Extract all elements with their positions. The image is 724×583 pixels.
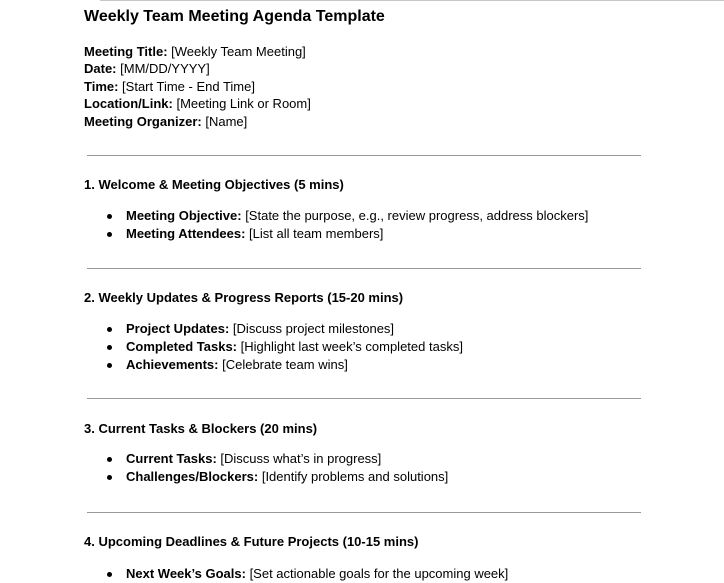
meta-key: Location/Link: [84, 96, 173, 112]
meta-value: [Meeting Link or Room] [172, 96, 311, 112]
section-heading-updates: 2. Weekly Updates & Progress Reports (15-20 mins) [84, 290, 404, 305]
bullet-icon [107, 363, 112, 368]
item-key: Meeting Attendees: [126, 225, 246, 241]
item-value: [Identify problems and solutions] [258, 468, 449, 484]
list-item [84, 356, 463, 374]
item-key: Achievements: [126, 356, 219, 372]
document-title: Weekly Team Meeting Agenda Template [84, 8, 385, 25]
meta-key: Date: [84, 61, 117, 77]
list-item [84, 468, 448, 486]
meta-row-time [84, 78, 311, 95]
bullet-icon [107, 345, 112, 350]
bullet-icon [107, 232, 112, 237]
bullet-icon [107, 457, 112, 462]
list-item [84, 207, 588, 225]
meta-key: Meeting Title: [84, 44, 168, 59]
list-item [84, 320, 463, 338]
list-item [84, 450, 448, 468]
bullet-icon [107, 214, 112, 219]
meta-row-organizer [84, 113, 311, 130]
meta-value: [MM/DD/YYYY] [116, 61, 210, 77]
meta-value: [Name] [201, 113, 248, 129]
section-divider [87, 155, 641, 156]
meta-row-meeting-title [84, 43, 311, 60]
item-key: Project Updates: [126, 321, 230, 336]
item-value: [Discuss project milestones] [229, 321, 395, 336]
page-top-border [100, 0, 724, 1]
section-heading-current-tasks: 3. Current Tasks & Blockers (20 mins) [84, 421, 318, 436]
list-item [84, 225, 588, 243]
item-key: Next Week’s Goals: [126, 566, 246, 581]
meta-value: [Start Time - End Time] [118, 78, 255, 94]
item-value: [Discuss what’s in progress] [216, 451, 382, 466]
section-heading-upcoming: 4. Upcoming Deadlines & Future Projects (10-15 mins) [84, 534, 419, 549]
item-key: Completed Tasks: [126, 338, 238, 354]
section-heading-welcome: 1. Welcome & Meeting Objectives (5 mins) [84, 177, 344, 192]
meta-key: Time: [84, 78, 119, 94]
item-value: [State the purpose, e.g., review progress, address blockers] [241, 208, 589, 223]
meta-row-location [84, 95, 311, 112]
list-item [84, 338, 463, 356]
item-value: [Celebrate team wins] [218, 356, 348, 372]
bullet-icon [107, 327, 112, 332]
section-divider [87, 398, 641, 399]
bullet-icon [107, 475, 112, 480]
item-key: Meeting Objective: [126, 208, 242, 223]
item-key: Challenges/Blockers: [126, 468, 259, 484]
section-divider [87, 512, 641, 513]
list-item [84, 565, 508, 583]
section-list-upcoming [84, 565, 508, 583]
section-list-welcome [84, 207, 588, 243]
meta-key: Meeting Organizer: [84, 113, 202, 129]
meta-row-date [84, 60, 311, 77]
item-key: Current Tasks: [126, 451, 217, 466]
item-value: [List all team members] [245, 225, 384, 241]
meta-value: [Weekly Team Meeting] [167, 44, 306, 59]
section-list-updates [84, 320, 463, 373]
meeting-details [84, 43, 311, 130]
section-list-current-tasks [84, 450, 448, 486]
section-divider [87, 268, 641, 269]
item-value: [Set actionable goals for the upcoming week] [245, 566, 509, 581]
item-value: [Highlight last week’s completed tasks] [237, 338, 463, 354]
